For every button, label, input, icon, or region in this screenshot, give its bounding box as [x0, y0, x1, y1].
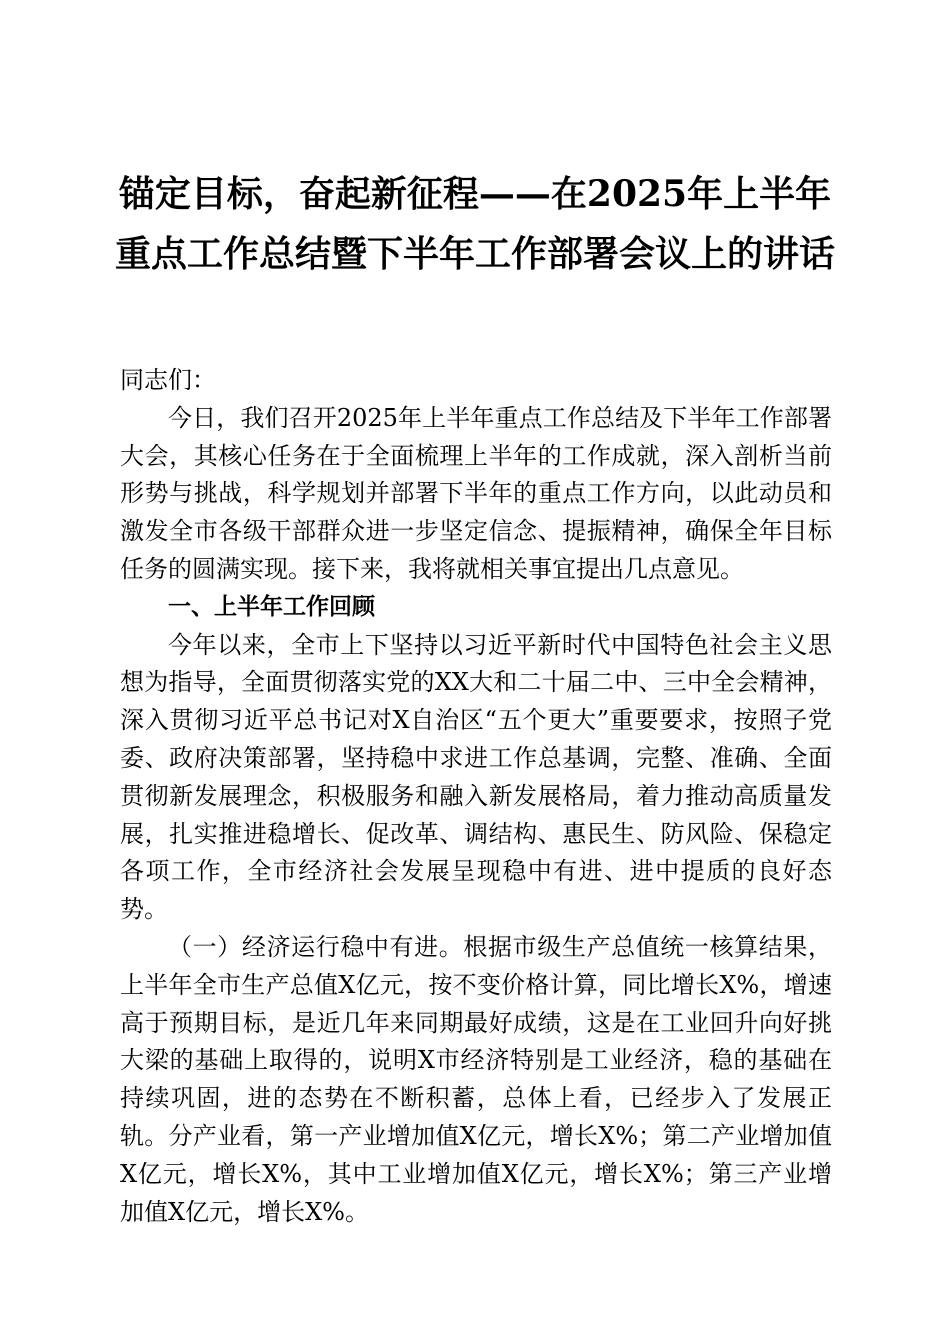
- paragraph-economy: （一）经济运行稳中有进。根据市级生产总值统一核算结果，上半年全市生产总值X亿元，按不变价格计算，同比增长X%，增速高于预期目标，是近几年来同期最好成绩，这是在工业回升向好挑大梁的基础上取得的，说明X市经济特别是工业经济，稳的基础在持续巩固，进的态势在不断积蓄，总体上看，已经步入了发展正轨。分产业看，第一产业增加值X亿元，增长X%；第二产业增加值X亿元，增长X%，其中工业增加值X亿元，增长X%；第三产业增加值X亿元，增长X%。: [120, 932, 832, 1226]
- paragraph-review: 今年以来，全市上下坚持以习近平新时代中国特色社会主义思想为指导，全面贯彻落实党的XX大和二十届二中、三中全会精神，深入贯彻习近平总书记对X自治区“五个更大”重要要求，按照子党委、政府决策部署，坚持稳中求进工作总基调，完整、准确、全面贯彻新发展理念，积极服务和融入新发展格局，着力推动高质量发展，扎实推进稳增长、促改革、调结构、惠民生、防风险、保稳定各项工作，全市经济社会发展呈现稳中有进、进中提质的良好态势。: [120, 630, 832, 924]
- paragraph-intro: 今日，我们召开2025年上半年重点工作总结及下半年工作部署大会，其核心任务在于全面梳理上半年的工作成就，深入剖析当前形势与挑战，科学规划并部署下半年的重点工作方向，以此动员和激发全市各级干部群众进一步坚定信念、提振精神，确保全年目标任务的圆满实现。接下来，我将就相关事宜提出几点意见。: [120, 403, 832, 583]
- title-line-2: 重点工作总结暨下半年工作部署会议上的讲话: [114, 233, 835, 275]
- section-heading: 一、上半年工作回顾: [168, 593, 375, 620]
- salutation: 同志们：: [120, 366, 216, 394]
- document-body: [120, 362, 832, 1231]
- document-title: [100, 164, 850, 284]
- title-line-1: 锚定目标，奋起新征程——在2025年上半年: [118, 173, 832, 215]
